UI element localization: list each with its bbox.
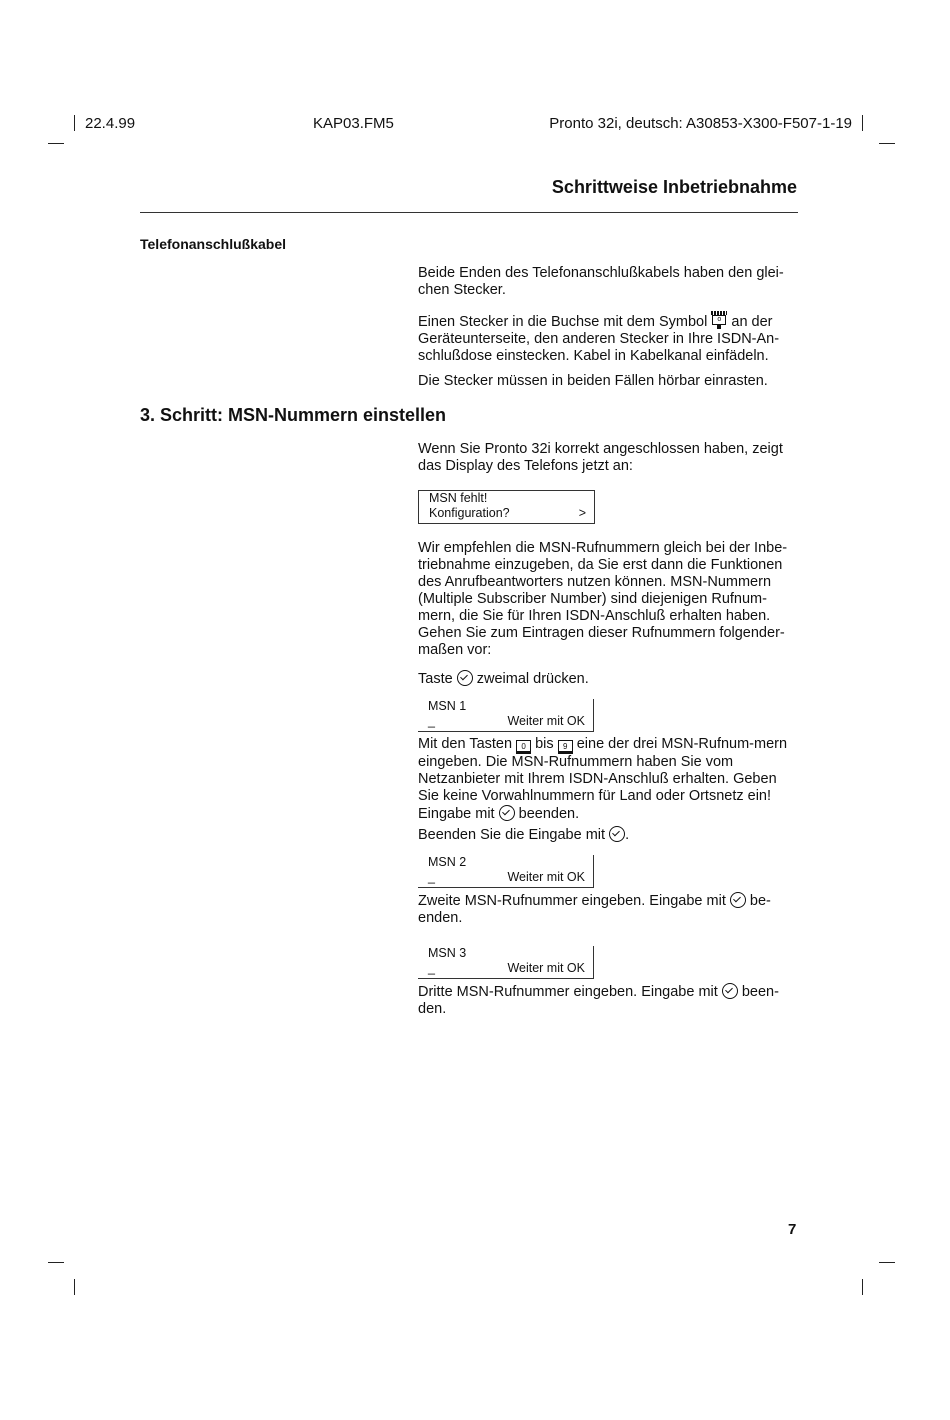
display-line-2: _ Weiter mit OK	[428, 961, 585, 975]
display-line-1: MSN 3	[428, 946, 467, 960]
crop-mark	[879, 143, 895, 144]
crop-mark	[879, 1262, 895, 1263]
cable-text-2: Einen Stecker in die Buchse mit dem Symbol o an der Geräteunterseite, den anderen Stecker in Ihre ISDN-An-schlußdose einstecken. Kabel in Kabelkanal einfädeln.	[418, 311, 798, 365]
display-line-1: MSN 1	[428, 699, 467, 713]
header-date: 22.4.99	[85, 115, 136, 132]
cable-text-3: Die Stecker müssen in beiden Fällen hörbar einrasten.	[418, 373, 768, 389]
crop-mark	[74, 115, 75, 131]
crop-mark	[862, 115, 863, 131]
step3-taste: Taste zweimal drücken.	[418, 671, 589, 687]
step3-keys: Mit den Tasten 0 bis 9 eine der drei MSN-Rufnum-mern eingeben. Die MSN-Rufnummern haben Sie vom Netzanbieter mit Ihrem ISDN-Anschluß erhalten. Geben Sie keine Vorwahlnummern für Land oder Ortsnetz ein! Eingabe mit beenden.	[418, 736, 788, 822]
header-file: KAP03.FM5	[313, 115, 394, 132]
cable-paragraph-2	[418, 311, 798, 365]
crop-mark	[48, 143, 64, 144]
step3-finish: Beenden Sie die Eingabe mit .	[418, 827, 630, 843]
cable-text-1: Beide Enden des Telefonanschlußkabels haben den glei-chen Stecker.	[418, 265, 784, 298]
ok-key-icon	[730, 892, 746, 908]
display-line-2: _ Weiter mit OK	[428, 714, 585, 728]
divider	[140, 212, 798, 213]
display-msn-3	[418, 946, 594, 979]
section-heading-step3: 3. Schritt: MSN-Nummern einstellen	[140, 405, 447, 425]
key-0-icon: 0	[516, 740, 531, 754]
display-msn-2	[418, 855, 594, 888]
display-msn-1	[418, 699, 594, 732]
display-msn-missing	[418, 490, 595, 524]
step3-recommend: Wir empfehlen die MSN-Rufnummern gleich bei der Inbe-triebnahme einzugeben, da Sie erst dann die Funktionen des Anrufbeantworters nutzen können. MSN-Nummern (Multiple Subscriber Number) sind diejenigen Rufnum-mern, die Sie für Ihren ISDN-Anschluß erhalten haben. Gehen Sie zum Eintragen dieser Rufnummern folgender-maßen vor:	[418, 540, 788, 658]
isdn-socket-icon: o	[711, 311, 727, 329]
step3-second: Zweite MSN-Rufnummer eingeben. Eingabe mit be-enden.	[418, 893, 771, 926]
ok-key-icon	[457, 670, 473, 686]
step3-third: Dritte MSN-Rufnummer eingeben. Eingabe mit been-den.	[418, 984, 779, 1017]
display-line-1: MSN 2	[428, 855, 467, 869]
ok-key-icon	[609, 826, 625, 842]
header-product: Pronto 32i, deutsch: A30853-X300-F507-1-19	[549, 115, 852, 132]
chapter-title: Schrittweise Inbetriebnahme	[551, 177, 797, 197]
crop-mark	[48, 1262, 64, 1263]
cable-paragraph-3	[418, 373, 798, 390]
crop-mark	[74, 1279, 75, 1295]
display-line-2: Konfiguration? >	[429, 506, 586, 520]
section-heading-cable: Telefonanschlußkabel	[140, 236, 286, 252]
step3-intro: Wenn Sie Pronto 32i korrekt angeschlossen haben, zeigt das Display des Telefons jetzt an:	[418, 441, 783, 474]
display-line-1: MSN fehlt!	[429, 491, 488, 505]
crop-mark	[862, 1279, 863, 1295]
cable-paragraph-1	[418, 265, 798, 299]
display-line-2: _ Weiter mit OK	[428, 870, 585, 884]
page-number: 7	[788, 1221, 797, 1238]
ok-key-icon	[722, 983, 738, 999]
key-9-icon: 9	[558, 740, 573, 754]
ok-key-icon	[499, 805, 515, 821]
